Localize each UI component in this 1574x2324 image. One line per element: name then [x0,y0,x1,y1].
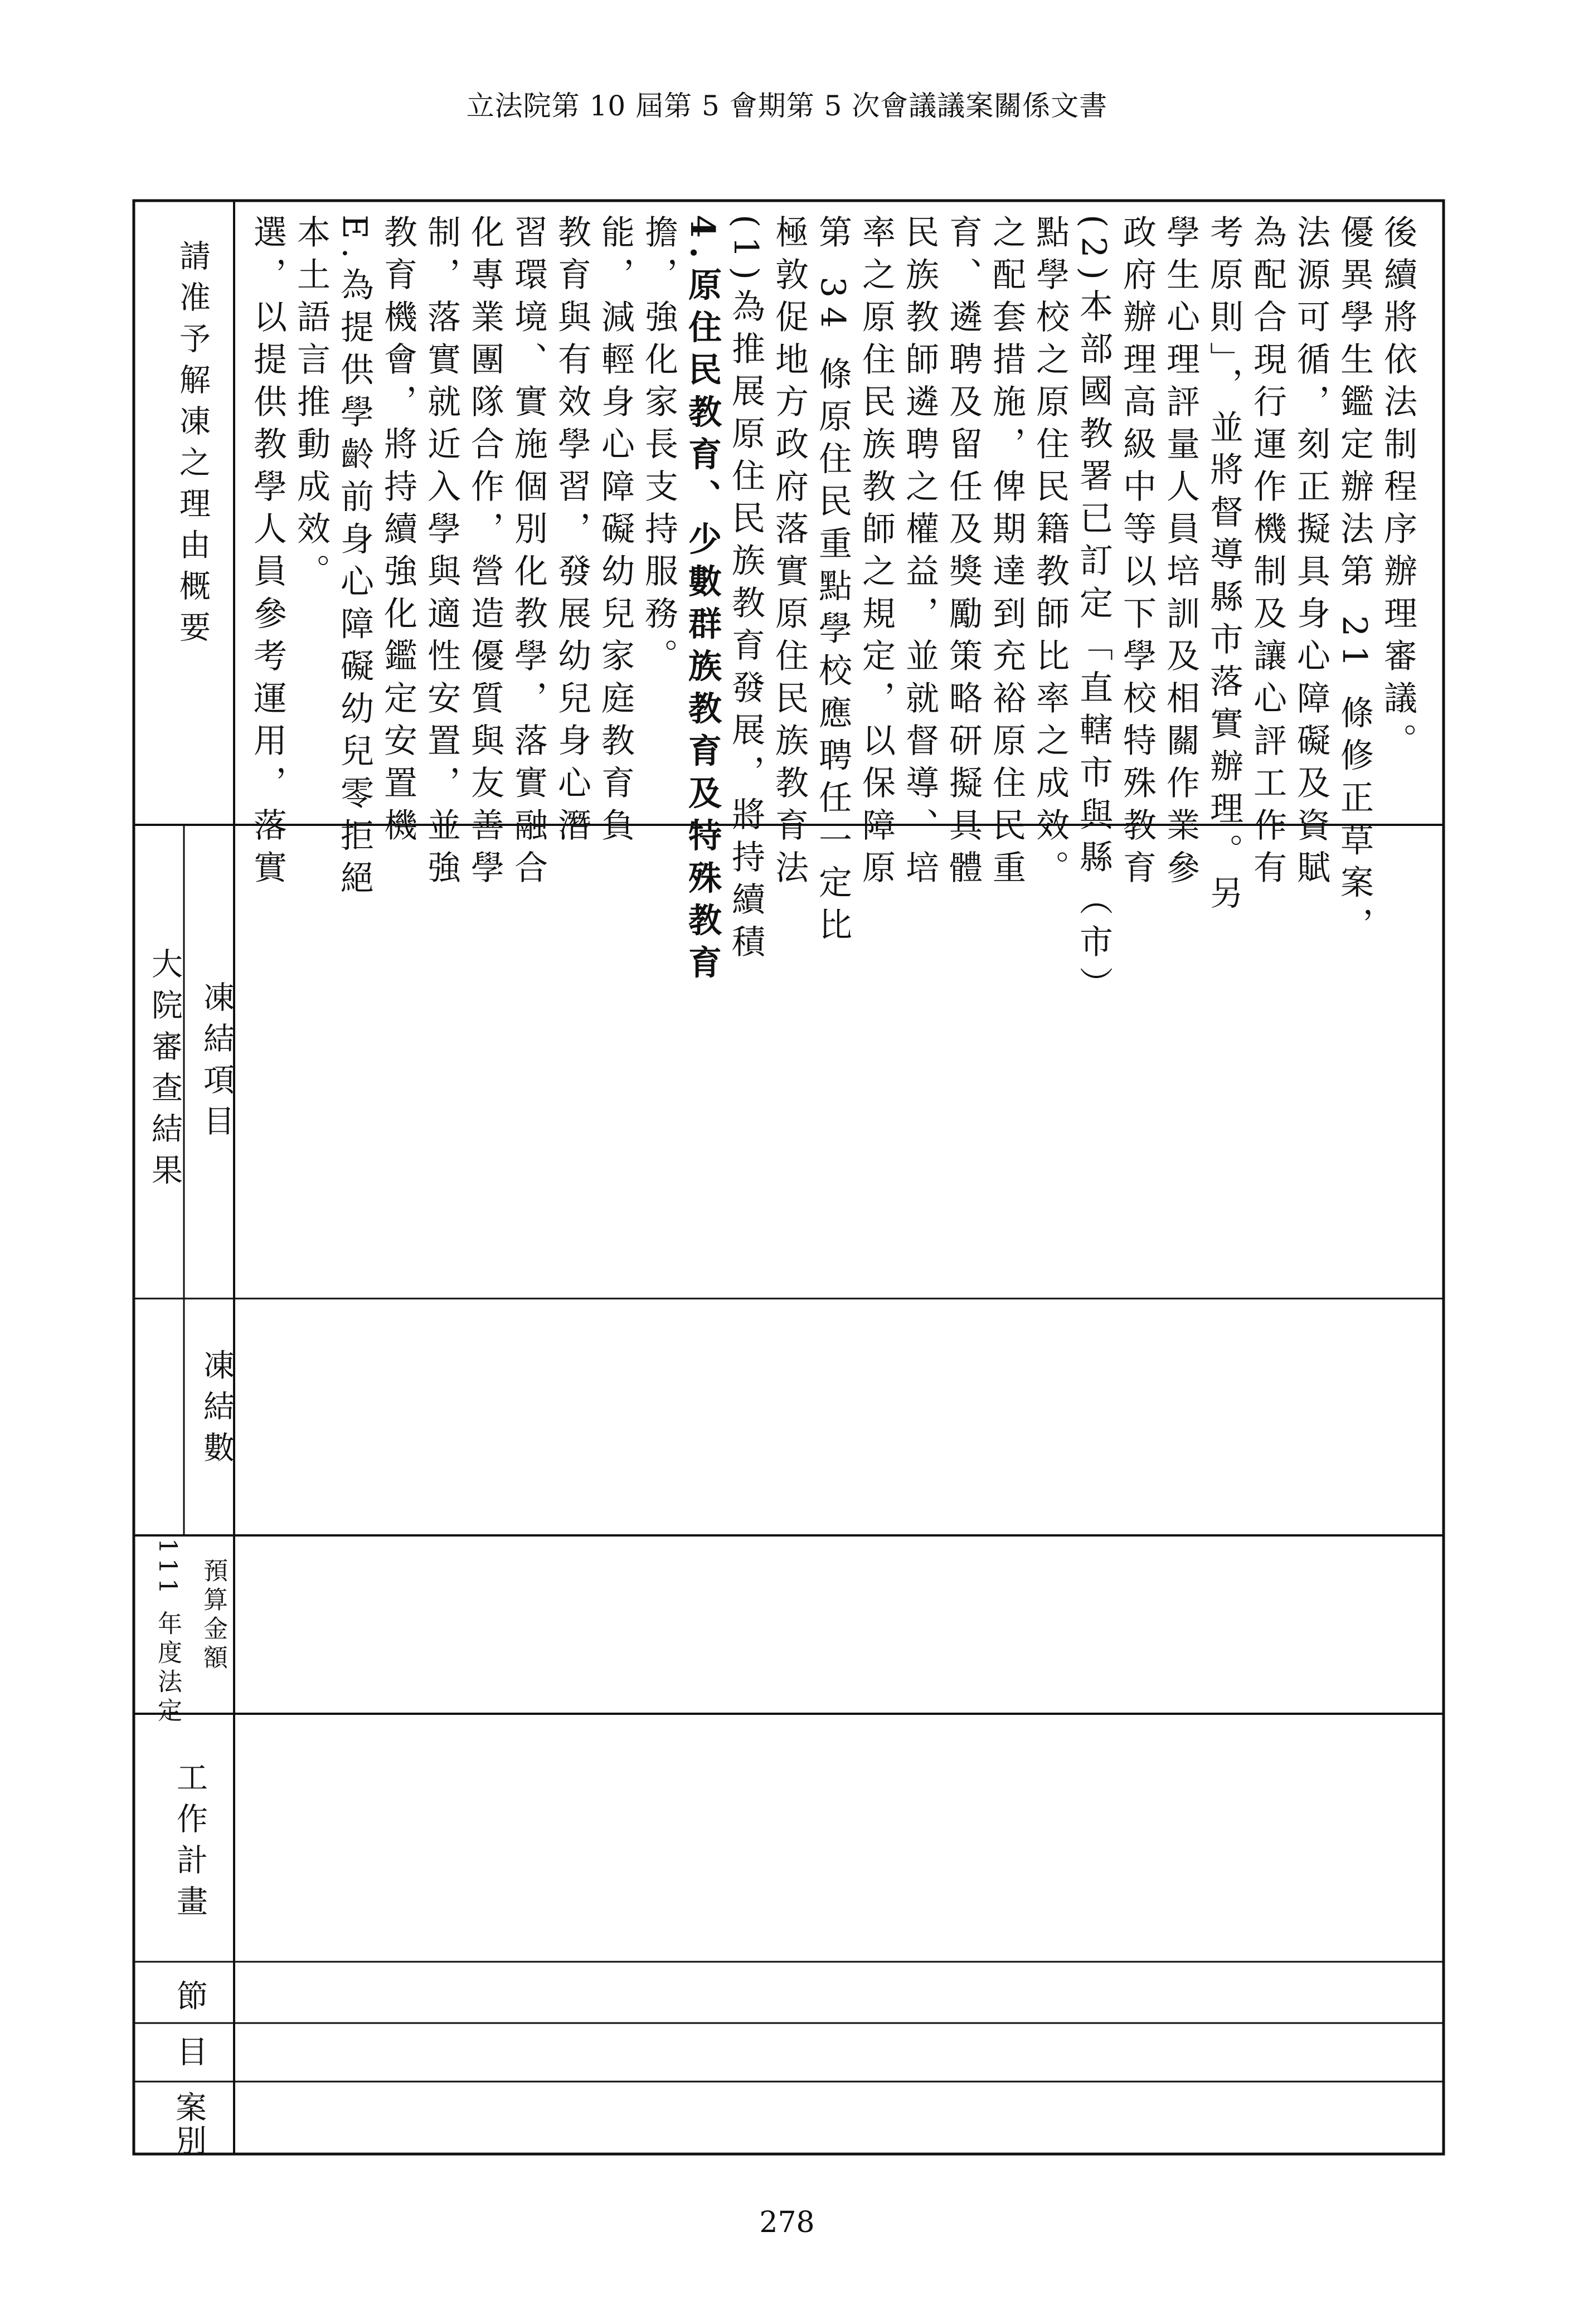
reason-line: 本土語言推動成效。 [292,215,331,596]
page-number: 278 [759,2206,815,2239]
reason-line: 率之原住民族教師之規定，以保障原 [857,215,896,892]
reason-line: 政府辦理高級中等以下學校特殊教育 [1118,215,1157,892]
reason-line: 優異學生鑑定辦法第 21 條修正草案， [1335,215,1374,950]
document-header: 立法院第 10 屆第 5 會期第 5 次會議議案關係文書 [466,90,1108,122]
reason-line: 之配套措施，俾期達到充裕原住民重 [987,215,1026,892]
header-budget-line2: 預算金額 [199,1558,227,1674]
reason-line: 極敦促地方政府落實原住民族教育法 [770,215,809,892]
reason-line: 後續將依法制程序辦理審議。 [1378,215,1417,765]
reason-line: 制，落實就近入學與適性安置，並強 [422,215,461,892]
reason-line: 習環境、實施個別化教學，落實融合 [509,215,548,892]
reason-line: 點學校之原住民籍教師比率之成效。 [1031,215,1070,892]
reason-line: 教育與有效學習，發展幼兒身心潛 [552,215,591,850]
reason-line: 第 34 條原住民重點學校應聘任一定比 [813,215,852,950]
header-category: 案別 [171,2091,207,2158]
reason-line: 學生心理評量人員培訓及相關作業參 [1161,215,1200,892]
reason-line: 化專業團隊合作，營造優質與友善學 [465,215,504,892]
reason-line: 為配合現行運作機制及讓心評工作有 [1248,215,1287,892]
header-frozen-amount: 凍結數 [198,1349,235,1472]
header-budget-line1: 111 年度法定 [153,1538,182,1727]
reason-line: 考原則」，並將督導縣市落實辦理。另 [1204,215,1243,918]
reason-line: 擔，強化家長支持服務。 [639,215,678,680]
reason-line: 法源可循，刻正擬具身心障礙及資賦 [1291,215,1330,892]
reason-line: 民族教師遴聘之權益，並就督導、培 [900,215,939,892]
header-review-result: 大院審查結果 [147,947,183,1195]
header-item: 目 [172,2035,208,2077]
reason-section-heading: 4.原住民教育、少數群族教育及特殊教育 [683,215,722,988]
reason-line: 能，減輕身心障礙幼兒家庭教育負 [596,215,635,850]
header-work-plan: 工作計畫 [172,1761,208,1926]
header-section: 節 [172,1980,208,2021]
reason-line: E.為提供學齡前身心障礙幼兒零拒絕 [335,215,374,903]
header-reason: 請准予解凍之理由概要 [174,240,211,652]
reason-line: (2)本部國教署已訂定「直轄市與縣（市） [1074,215,1113,1009]
reason-line: (1)為推展原住民族教育發展，將持續積 [726,215,765,966]
reason-line: 育、遴聘及留任及獎勵策略研擬具體 [944,215,983,892]
reason-line: 教育機會，將持續強化鑑定安置機 [378,215,417,850]
reason-line: 選，以提供教學人員參考運用，落實 [248,215,287,892]
header-frozen-item: 凍結項目 [198,981,235,1146]
